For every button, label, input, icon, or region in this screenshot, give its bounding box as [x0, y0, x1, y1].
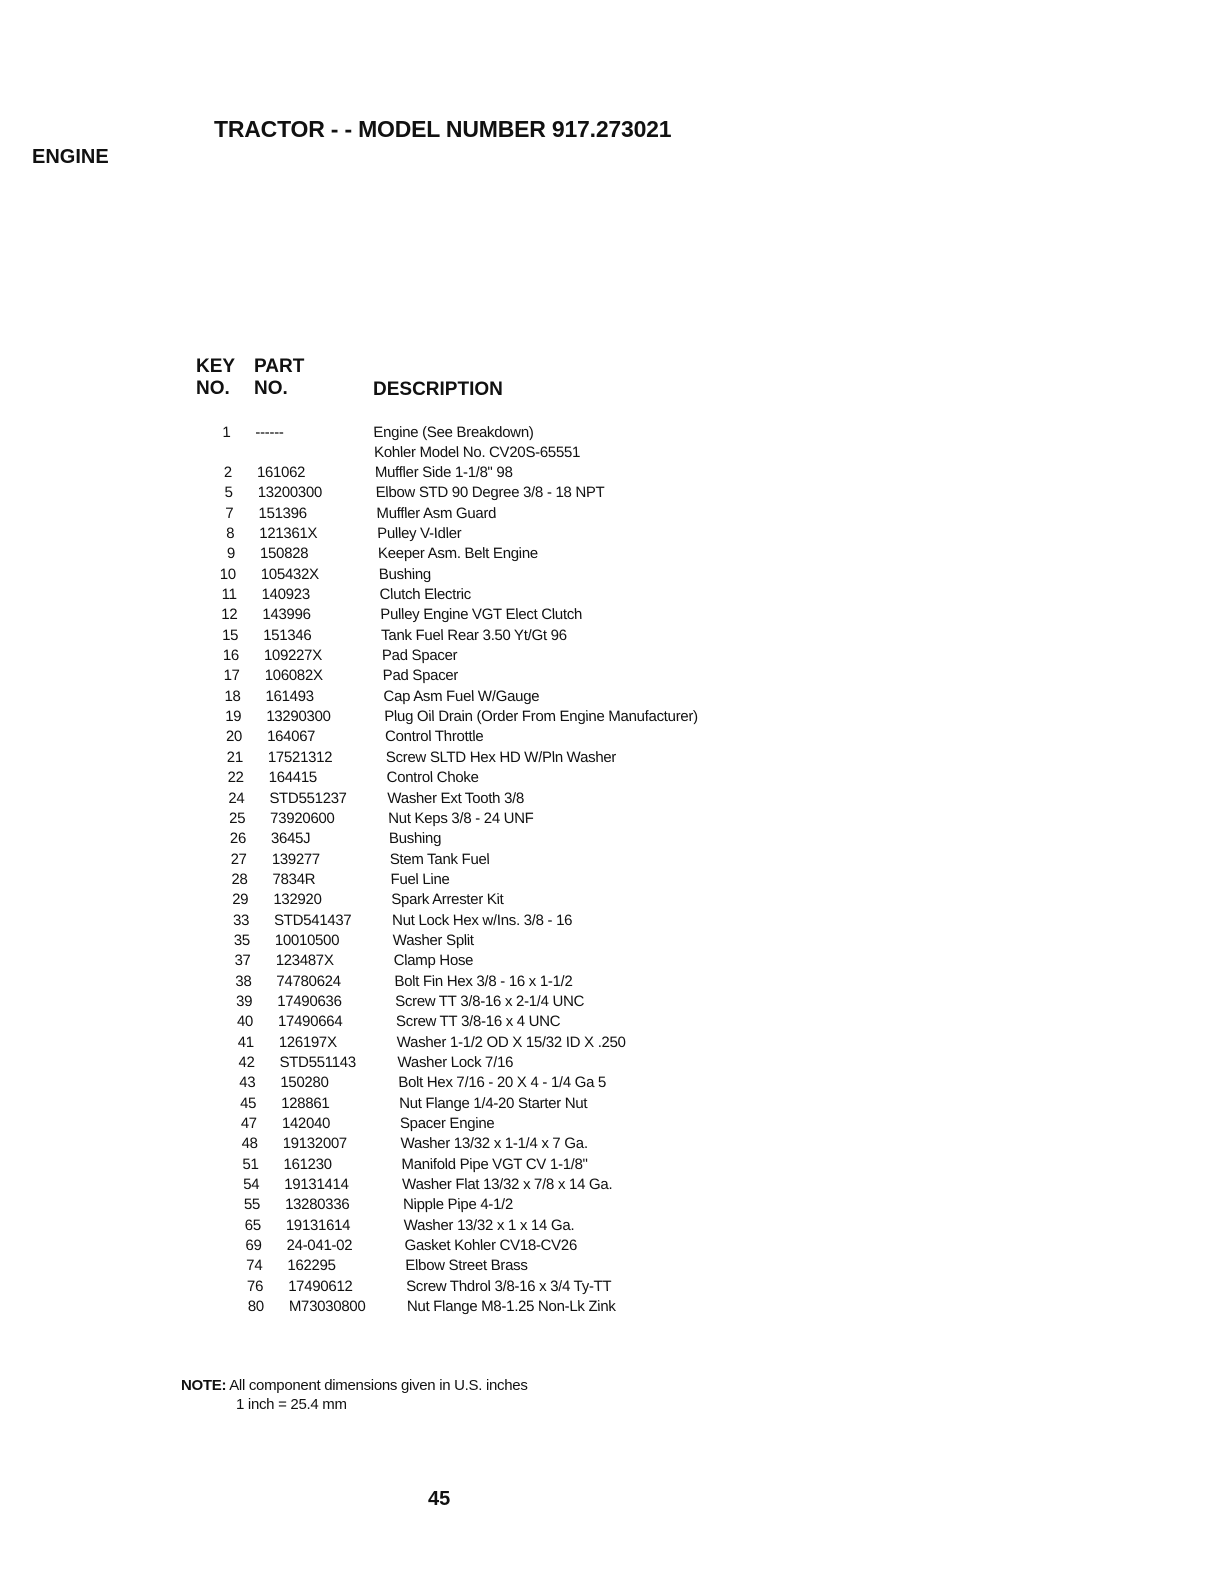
part-description: [389, 850, 490, 870]
table-row: [8, 626, 909, 646]
key-number: 28: [231, 870, 248, 888]
key-header-line2: NO.: [196, 378, 230, 399]
part-number: 132920: [272, 891, 322, 909]
section-heading: ENGINE: [32, 146, 109, 168]
part-description: [377, 524, 462, 544]
description-line: Bushing: [388, 830, 442, 848]
part-number: 10010500: [274, 931, 340, 949]
part-number: 140923: [261, 586, 311, 604]
table-row: [9, 666, 910, 686]
description-line: Nut Flange 1/4-20 Starter Nut: [398, 1094, 588, 1112]
part-description: [394, 972, 573, 992]
description-line: Spacer Engine: [399, 1115, 495, 1132]
part-description: [373, 423, 580, 463]
key-number: 25: [228, 809, 246, 827]
key-number: 51: [242, 1155, 259, 1173]
description-line: Muffler Side 1-1/8" 98: [374, 464, 513, 481]
key-number: 48: [241, 1135, 259, 1153]
part-number: 128861: [280, 1094, 330, 1112]
key-number: 37: [234, 952, 251, 970]
table-row: [31, 1236, 932, 1256]
description-line: Washer 13/32 x 1 x 14 Ga.: [403, 1216, 575, 1234]
part-number: 17521312: [267, 748, 333, 766]
table-row: [25, 1073, 926, 1093]
description-line: Spark Arrester Kit: [390, 891, 504, 909]
part-description: [378, 565, 431, 585]
table-row: [21, 972, 922, 992]
part-description: [388, 809, 534, 829]
description-line: Muffler Asm Guard: [376, 504, 497, 522]
part-header-line1: PART: [254, 356, 305, 377]
part-number: 19131614: [285, 1216, 351, 1234]
description-line: Control Choke: [386, 769, 479, 787]
part-number: ------: [255, 424, 284, 441]
part-number: 161230: [283, 1155, 333, 1173]
description-line: Cap Asm Fuel W/Gauge: [383, 687, 540, 705]
table-row: [26, 1094, 927, 1114]
part-number: 151346: [262, 626, 312, 644]
description-line: Pad Spacer: [382, 667, 459, 685]
description-line: Tank Fuel Rear 3.50 Yt/Gt 96: [380, 626, 568, 644]
description-line: Bushing: [378, 565, 432, 583]
part-number: STD551143: [279, 1053, 357, 1071]
description-line: Plug Oil Drain (Order From Engine Manufacturer): [383, 708, 699, 726]
part-number: 13290300: [265, 708, 331, 726]
part-number: 161493: [265, 687, 315, 705]
part-description: [407, 1297, 616, 1317]
table-row: [12, 748, 913, 768]
part-description: [376, 504, 496, 524]
table-row: [2, 463, 903, 483]
part-number: 19132007: [282, 1135, 348, 1153]
description-line: Bolt Hex 7/16 - 20 X 4 - 1/4 Ga 5: [398, 1074, 607, 1092]
table-row: [11, 707, 912, 727]
description-line: Stem Tank Fuel: [389, 850, 490, 868]
part-description: [400, 1134, 588, 1154]
table-row: [30, 1195, 931, 1215]
key-number: 33: [232, 911, 250, 929]
part-number: 17490636: [276, 992, 342, 1010]
description-line: Pulley V-Idler: [376, 525, 462, 543]
table-row: [5, 544, 906, 564]
description-line: Elbow Street Brass: [405, 1257, 528, 1275]
description-line: Control Throttle: [384, 728, 484, 746]
table-row: [16, 829, 917, 849]
table-row: [33, 1277, 934, 1297]
table-row: [6, 585, 907, 605]
table-row: [22, 992, 923, 1012]
part-number: 142040: [281, 1115, 331, 1132]
table-row: [3, 504, 904, 524]
page-number: 45: [428, 1488, 451, 1510]
part-number: 13200300: [257, 484, 323, 502]
part-number: 150828: [259, 545, 309, 563]
description-line: Nipple Pipe 4-1/2: [402, 1196, 514, 1214]
table-row: [0, 423, 902, 463]
part-number: 13280336: [284, 1196, 350, 1214]
description-line: Pulley Engine VGT Elect Clutch: [380, 606, 583, 624]
key-number: 22: [227, 769, 244, 787]
description-line: Washer Split: [392, 931, 475, 949]
key-number: 65: [244, 1216, 262, 1234]
key-number: 7: [225, 504, 234, 522]
key-number: 17: [223, 667, 241, 685]
description-line: Washer Lock 7/16: [397, 1053, 514, 1071]
part-description: [396, 1033, 626, 1053]
table-row: [7, 605, 908, 625]
note-line2: 1 inch = 25.4 mm: [236, 1396, 347, 1413]
description-line: Nut Flange M8-1.25 Non-Lk Zink: [406, 1298, 616, 1316]
part-number: 105432X: [260, 565, 320, 583]
part-description: [390, 870, 450, 890]
key-number: 21: [226, 748, 244, 766]
part-description: [378, 544, 539, 564]
key-number: 5: [224, 484, 234, 502]
part-description: [402, 1175, 613, 1195]
key-number: 29: [231, 891, 249, 909]
description-line: Pad Spacer: [381, 647, 458, 665]
table-row: [27, 1134, 928, 1154]
part-description: [383, 687, 540, 707]
key-number: 24: [227, 789, 245, 807]
description-line: Gasket Kohler CV18-CV26: [404, 1237, 578, 1255]
table-row: [32, 1256, 933, 1276]
part-description: [393, 951, 473, 971]
part-number: 143996: [262, 606, 311, 624]
key-header-line1: KEY: [196, 356, 236, 377]
key-number: 19: [224, 708, 242, 726]
part-number: 150280: [280, 1074, 329, 1092]
key-number: 76: [246, 1277, 264, 1295]
description-line: Fuel Line: [390, 870, 450, 888]
part-number: 164067: [266, 728, 316, 746]
description-line: Nut Lock Hex w/Ins. 3/8 - 16: [391, 911, 573, 929]
key-number: 2: [223, 464, 233, 481]
key-number: 26: [229, 830, 247, 848]
key-number: 80: [247, 1298, 265, 1316]
part-header-line2: NO.: [254, 378, 288, 399]
key-number: 8: [225, 525, 235, 543]
description-line: Manifold Pipe VGT CV 1-1/8": [401, 1155, 589, 1173]
table-row: [34, 1297, 935, 1317]
part-description: [400, 1114, 495, 1134]
description-line: Screw TT 3/8-16 x 4 UNC: [395, 1013, 561, 1031]
part-number: 126197X: [278, 1033, 338, 1051]
key-number: 39: [235, 992, 253, 1010]
description-line: Screw SLTD Hex HD W/Pln Washer: [385, 748, 617, 766]
part-number: 7834R: [272, 870, 316, 888]
key-number: 1: [221, 424, 231, 441]
table-row: [23, 1033, 924, 1053]
table-row: [14, 789, 915, 809]
table-row: [19, 911, 920, 931]
part-number: M73030800: [288, 1298, 366, 1316]
part-description: [375, 463, 513, 483]
key-number: 16: [222, 647, 240, 665]
part-number: 151396: [258, 504, 308, 522]
key-number: 10: [219, 565, 237, 583]
description-line: Engine (See Breakdown): [373, 424, 534, 441]
part-number: 121361X: [258, 525, 318, 543]
page-title: TRACTOR - - MODEL NUMBER 917.273021: [214, 116, 672, 142]
key-number: 43: [238, 1074, 256, 1092]
part-description: [382, 666, 458, 686]
table-row: [13, 768, 914, 788]
description-line-2: Kohler Model No. CV20S-65551: [373, 444, 581, 461]
part-number: 162295: [287, 1257, 336, 1275]
note-line1: All component dimensions given in U.S. inches: [226, 1377, 528, 1394]
table-row: [10, 687, 911, 707]
table-row: [30, 1216, 931, 1236]
part-description: [384, 707, 698, 727]
description-line: Washer Flat 13/32 x 7/8 x 14 Ga.: [401, 1176, 613, 1194]
part-number: STD551237: [269, 789, 348, 807]
note: [181, 1376, 528, 1414]
key-number: 47: [240, 1115, 258, 1132]
table-row: [20, 951, 921, 971]
part-number: 164415: [268, 769, 318, 787]
part-number: 17490664: [277, 1013, 343, 1031]
part-description: [387, 789, 524, 809]
part-description: [399, 1094, 588, 1114]
key-number: 35: [233, 931, 251, 949]
part-description: [379, 585, 471, 605]
parts-list: [0, 423, 934, 1317]
key-number: 9: [226, 545, 236, 563]
description-line: Screw Thdrol 3/8-16 x 3/4 Ty-TT: [405, 1277, 612, 1295]
key-number: 41: [237, 1033, 255, 1051]
description-line: Keeper Asm. Belt Engine: [377, 545, 539, 563]
part-number: 109227X: [263, 647, 323, 665]
description-header: DESCRIPTION: [373, 379, 503, 400]
table-row: [16, 850, 917, 870]
key-number: 12: [220, 606, 238, 624]
description-line: Washer Ext Tooth 3/8: [387, 789, 525, 807]
part-number: 19131414: [283, 1176, 349, 1194]
description-line: Clutch Electric: [379, 586, 472, 604]
part-no-header: [254, 356, 304, 400]
part-description: [397, 1053, 513, 1073]
part-description: [389, 829, 442, 849]
key-number: 55: [243, 1196, 261, 1214]
part-description: [406, 1277, 612, 1297]
description-line: Washer 1-1/2 OD X 15/32 ID X .250: [396, 1033, 626, 1051]
part-description: [395, 992, 585, 1012]
description-line: Bolt Fin Hex 3/8 - 16 x 1-1/2: [394, 972, 573, 990]
note-label: NOTE:: [181, 1377, 227, 1394]
key-number: 38: [235, 972, 252, 990]
part-description: [375, 483, 605, 503]
table-row: [28, 1155, 929, 1175]
part-number: 161062: [256, 464, 306, 481]
description-line: Washer 13/32 x 1-1/4 x 7 Ga.: [400, 1135, 589, 1153]
key-number: 45: [239, 1094, 257, 1112]
table-row: [4, 524, 905, 544]
key-number: 18: [224, 687, 241, 705]
part-description: [401, 1155, 588, 1175]
table-row: [27, 1114, 928, 1134]
part-description: [385, 727, 484, 747]
description-line: Elbow STD 90 Degree 3/8 - 18 NPT: [375, 484, 605, 502]
table-row: [20, 931, 921, 951]
part-description: [396, 1012, 561, 1032]
table-row: [5, 565, 906, 585]
key-number: 74: [245, 1257, 263, 1275]
part-number: 139277: [271, 850, 321, 868]
key-number: 54: [242, 1176, 260, 1194]
key-number: 11: [221, 586, 237, 604]
table-row: [18, 890, 919, 910]
part-number: 123487X: [275, 952, 334, 970]
part-description: [403, 1216, 574, 1236]
part-number: 73920600: [269, 809, 335, 827]
key-number: 40: [236, 1013, 254, 1031]
part-description: [405, 1256, 528, 1276]
part-description: [404, 1236, 577, 1256]
description-line: Clamp Hose: [393, 952, 474, 970]
key-number: 42: [238, 1053, 255, 1071]
key-number: 27: [230, 850, 248, 868]
table-row: [9, 646, 910, 666]
table-row: [15, 809, 916, 829]
part-description: [380, 605, 582, 625]
part-description: [381, 626, 567, 646]
part-number: 106082X: [264, 667, 324, 685]
part-description: [392, 911, 573, 931]
part-description: [386, 768, 479, 788]
part-number: 3645J: [270, 830, 311, 848]
table-row: [23, 1012, 924, 1032]
description-line: Screw TT 3/8-16 x 2-1/4 UNC: [394, 992, 585, 1010]
part-number: 74780624: [276, 972, 342, 990]
part-description: [385, 748, 616, 768]
key-number: 15: [221, 626, 239, 644]
part-description: [403, 1195, 514, 1215]
table-row: [17, 870, 918, 890]
table-row: [24, 1053, 925, 1073]
part-number: 17490612: [287, 1277, 353, 1295]
table-row: [12, 727, 913, 747]
part-description: [398, 1073, 606, 1093]
table-row: [29, 1175, 930, 1195]
part-number: STD541437: [273, 911, 352, 929]
key-no-header: [196, 356, 235, 400]
key-number: 20: [225, 728, 243, 746]
part-description: [382, 646, 458, 666]
part-description: [393, 931, 475, 951]
table-row: [2, 483, 903, 503]
key-number: 69: [245, 1237, 262, 1255]
description-line: Nut Keps 3/8 - 24 UNF: [387, 809, 534, 827]
part-description: [391, 890, 504, 910]
part-number: 24-041-02: [286, 1237, 353, 1255]
